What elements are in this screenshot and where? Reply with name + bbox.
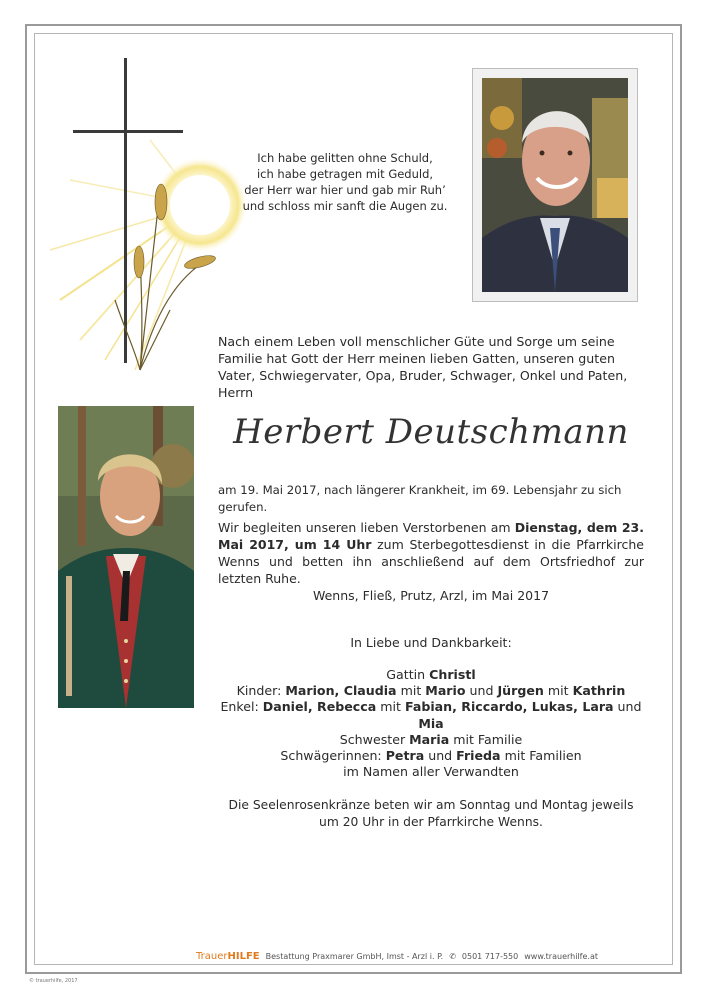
family-label: Enkel: (220, 699, 263, 715)
phone-icon: ✆ (449, 951, 456, 961)
poem-line: Ich habe gelitten ohne Schuld, (257, 151, 433, 165)
logo-text-b: HILFE (227, 950, 260, 962)
poem-line: und schloss mir sanft die Augen zu. (242, 199, 448, 213)
family-name: Christl (429, 667, 476, 682)
family-text: mit (396, 683, 426, 699)
family-name: Mia (418, 715, 444, 731)
intro-text: Nach einem Leben voll menschlicher Güte und Sorge um seine Familie hat Gott der Herr meinen lieben Gatten, unseren guten Vater, Schwiegervater, Opa, Bruder, Schwager, Onkel und Paten, Herrn (218, 334, 628, 400)
deceased-name: Herbert Deutschmann (233, 412, 629, 452)
poem (230, 150, 460, 214)
funeral-text: zum Sterbegottesdienst in die Pfarrkirche Wenns und betten ihn anschließend auf dem Ortsfriedhof zur letzten Ruhe. (218, 537, 644, 586)
logo-text-a: Trauer (196, 950, 228, 962)
family-text: mit (543, 683, 573, 699)
family-name: Frieda (456, 748, 501, 764)
footer (190, 948, 598, 964)
funeral-info (218, 519, 644, 587)
family-name: Jürgen (497, 683, 544, 699)
family-text: mit Familien (500, 748, 582, 764)
place-date: Wenns, Fließ, Prutz, Arzl, im Mai 2017 (312, 588, 550, 603)
family-row-schwester (218, 732, 644, 748)
family-label: Schwägerinnen: (280, 748, 386, 764)
family-list (218, 667, 644, 780)
death-info: am 19. Mai 2017, nach längerer Krankheit, im 69. Lebensjahr zu sich gerufen. (218, 483, 622, 514)
family-row-schwaegerinnen (218, 748, 644, 764)
family-text: und (613, 699, 642, 715)
poem-line: ich habe getragen mit Geduld, (256, 167, 434, 181)
family-name: Petra (385, 748, 425, 764)
family-label: Kinder: (236, 683, 286, 699)
footer-company: Bestattung Praxmarer GmbH, Imst - Arzl i. P. (265, 951, 444, 961)
funeral-date: Dienstag, dem 23. Mai 2017, um 14 Uhr (218, 520, 644, 552)
family-text: mit Familie (449, 731, 523, 747)
copyright: © trauerhilfe, 2017 (29, 978, 78, 984)
trauerhilfe-logo (196, 951, 260, 962)
thanks-line: In Liebe und Dankbarkeit: (350, 635, 512, 650)
family-text: und (465, 683, 498, 699)
family-row-enkel (218, 699, 644, 731)
footer-web[interactable]: www.trauerhilfe.at (524, 951, 598, 961)
family-name: Daniel, Rebecca (262, 699, 377, 715)
portrait-elderly-frame (472, 68, 638, 302)
family-label: Schwester (339, 731, 410, 747)
family-name: Mario (425, 683, 466, 699)
family-row-gattin (218, 667, 644, 683)
rosary-line: um 20 Uhr in der Pfarrkirche Wenns. (319, 815, 543, 829)
family-row-verwandte: im Namen aller Verwandten (343, 764, 519, 780)
family-name: Kathrin (572, 683, 626, 699)
family-label: Gattin (386, 667, 430, 682)
funeral-text: Wir begleiten unseren lieben Verstorbenen am (218, 520, 515, 535)
portrait-elderly-photo (482, 78, 628, 292)
family-text: mit (376, 699, 405, 715)
rosary-info (218, 797, 644, 831)
rosary-line: Die Seelenrosenkränze beten wir am Sonntag und Montag jeweils (228, 798, 634, 812)
family-name: Marion, Claudia (285, 683, 397, 699)
family-row-kinder (218, 683, 644, 699)
portrait-young-photo (58, 406, 194, 708)
poem-line: der Herr war hier und gab mir Ruh’ (244, 183, 446, 197)
footer-phone: 0501 717-550 (461, 951, 519, 961)
family-text: und (424, 748, 457, 764)
family-name: Fabian, Riccardo, Lukas, Lara (404, 699, 614, 715)
family-name: Maria (409, 731, 450, 747)
